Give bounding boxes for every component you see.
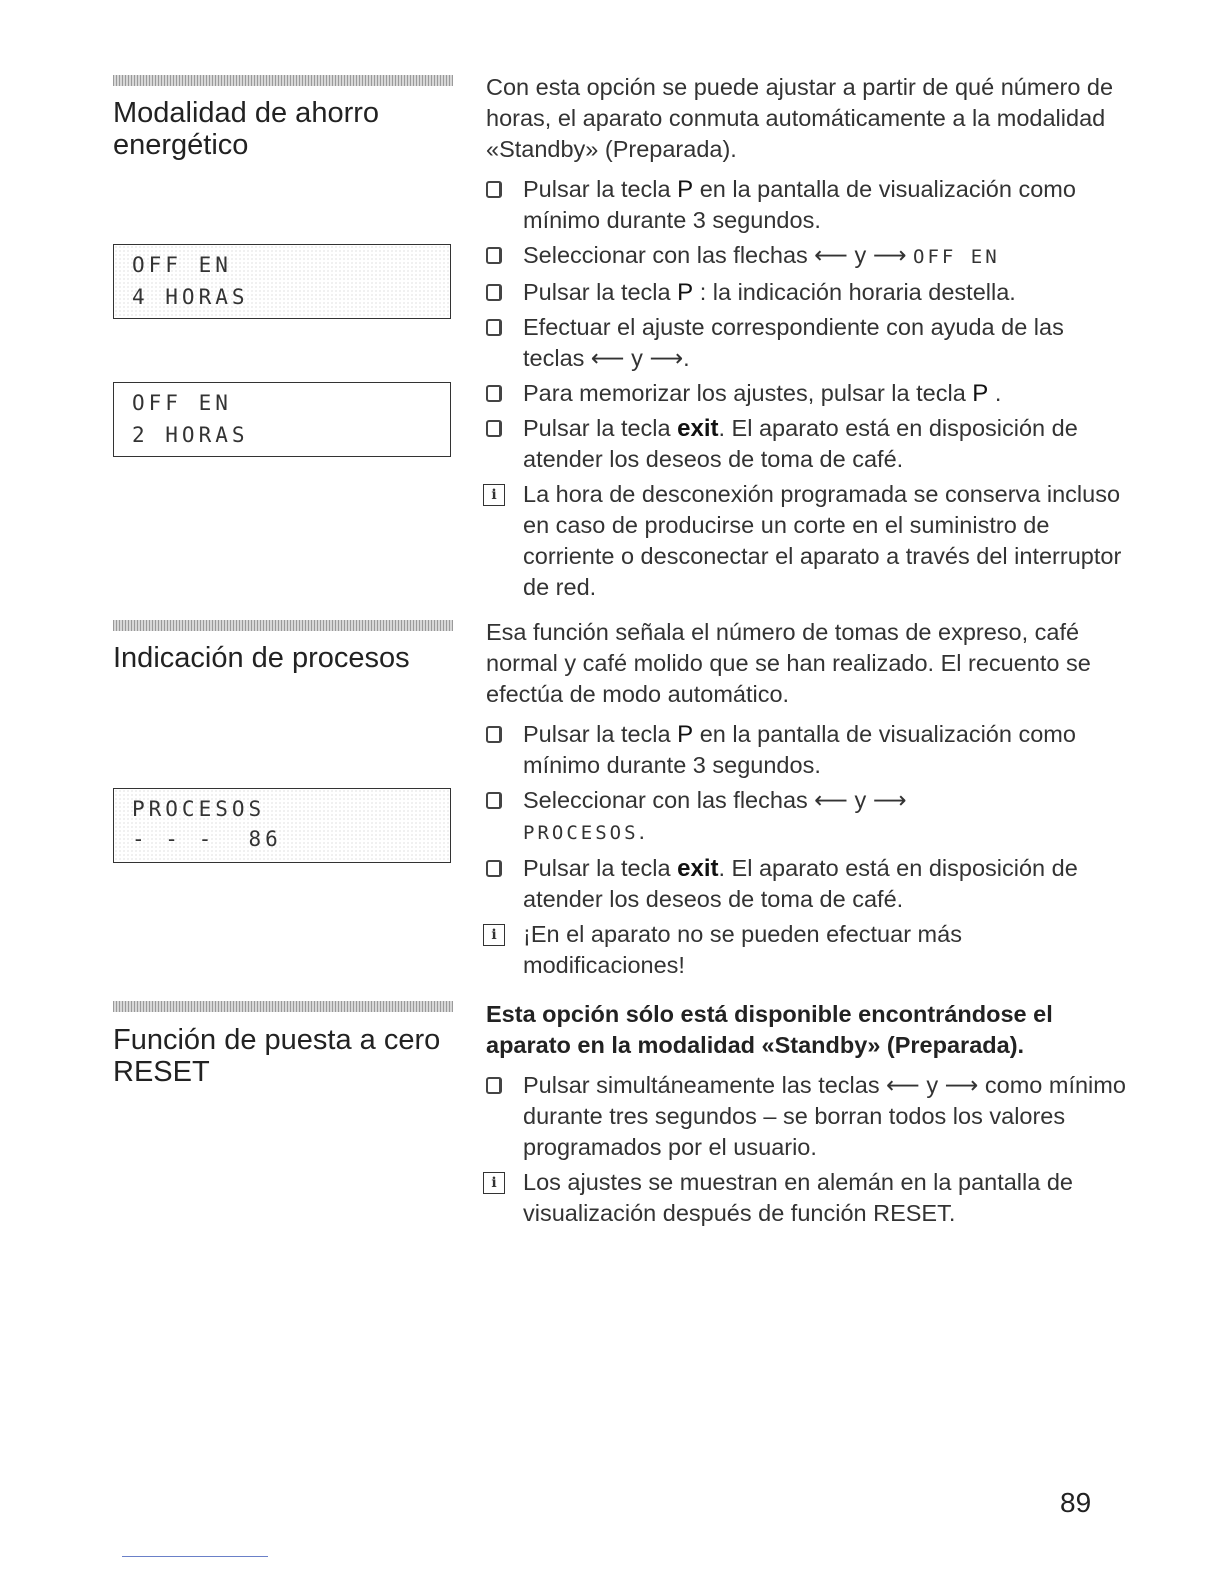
note-item — [486, 479, 1126, 603]
arrow-right-icon: ⟶ — [872, 787, 907, 813]
section-bar — [113, 75, 453, 86]
step-text: Pulsar la tecla — [523, 176, 671, 202]
section-bar — [113, 620, 453, 631]
section-body — [486, 999, 1126, 1233]
step-text: Pulsar la tecla — [523, 721, 671, 747]
arrow-left-icon: ⟵ — [814, 242, 848, 268]
key-label: P — [677, 721, 694, 748]
checkbox-icon — [486, 860, 502, 877]
step-text: en la pantalla de visualización como mínimo durante 3 segundos. — [523, 721, 1076, 778]
step-item — [486, 240, 1126, 273]
step-text: . — [683, 345, 690, 371]
step-text: como mínimo durante tres segundos – se borran todos los valores programados por el usuario. — [523, 1072, 1126, 1160]
section-body — [486, 617, 1126, 985]
arrow-right-icon: ⟶ — [944, 1072, 979, 1098]
info-icon: i — [483, 1172, 505, 1194]
step-item — [486, 174, 1126, 236]
section-bar — [113, 1001, 453, 1012]
step-text: Efectuar el ajuste correspondiente con ayuda de las teclas — [523, 314, 1064, 371]
checkbox-icon — [486, 420, 502, 437]
step-text: Pulsar simultáneamente las teclas — [523, 1072, 880, 1098]
key-label: P — [677, 176, 694, 203]
page-number: 89 — [1060, 1487, 1092, 1518]
note-item — [486, 1167, 1126, 1229]
section-title: Función de puesta a cero RESET — [113, 1024, 441, 1088]
key-label: P — [972, 380, 989, 407]
lcd-line: OFF EN — [132, 253, 232, 277]
step-item — [486, 719, 1126, 781]
step-text: en la pantalla de visualización como mínimo durante 3 segundos. — [523, 176, 1076, 233]
step-text: y — [926, 1072, 939, 1098]
intro-text: Con esta opción se puede ajustar a partir de qué número de horas, el aparato conmuta automáticamente a la modalidad «Standby» (Preparada). — [486, 74, 1114, 162]
intro-text: Esta opción sólo está disponible encontrándose el aparato en la modalidad «Standby» (Preparada). — [486, 1001, 1053, 1058]
checkbox-icon — [486, 1077, 502, 1094]
step-text: . — [638, 818, 646, 844]
key-label: exit — [677, 855, 719, 882]
key-label: exit — [677, 415, 719, 442]
step-item — [486, 785, 1126, 849]
lcd-line: 4 HORAS — [132, 285, 249, 309]
step-text: Pulsar la tecla — [523, 415, 671, 441]
checkbox-icon — [486, 726, 502, 743]
intro-text: Esa función señala el número de tomas de expreso, café normal y café molido que se han realizado. El recuento se efectúa de modo automático. — [486, 619, 1091, 707]
step-item — [486, 378, 1126, 409]
section-body — [486, 72, 1126, 607]
note-text: ¡En el aparato no se pueden efectuar más modificaciones! — [523, 921, 962, 978]
step-text: . — [994, 380, 1002, 406]
lcd-display — [113, 244, 451, 319]
step-text: Pulsar la tecla — [523, 855, 671, 881]
arrow-left-icon: ⟵ — [814, 787, 848, 813]
note-item — [486, 919, 1126, 981]
checkbox-icon — [486, 792, 502, 809]
step-text: . El aparato está en disposición de atender los deseos de toma de café. — [523, 855, 1078, 912]
lcd-line: 2 HORAS — [132, 423, 249, 447]
checkbox-icon — [486, 181, 502, 198]
step-item — [486, 277, 1126, 308]
checkbox-icon — [486, 247, 502, 264]
step-text: Seleccionar con las flechas — [523, 787, 808, 813]
display-text: PROCESOS — [523, 822, 639, 844]
lcd-display — [113, 382, 451, 457]
section-title: Modalidad de ahorro energético — [113, 97, 380, 161]
step-text: . El aparato está en disposición de atender los deseos de toma de café. — [523, 415, 1078, 472]
step-text: : la indicación horaria destella. — [699, 279, 1016, 305]
display-text: OFF EN — [913, 246, 1000, 268]
checkbox-icon — [486, 319, 502, 336]
lcd-line: PROCESOS — [132, 797, 266, 821]
arrow-right-icon: ⟶ — [872, 242, 907, 268]
step-item — [486, 1070, 1126, 1163]
step-item — [486, 312, 1126, 374]
checkbox-icon — [486, 385, 502, 402]
checkbox-icon — [486, 284, 502, 301]
step-text: Pulsar la tecla — [523, 279, 671, 305]
lcd-line: - - - 86 — [132, 827, 282, 851]
step-text: Seleccionar con las flechas — [523, 242, 808, 268]
note-text: La hora de desconexión programada se conserva incluso en caso de producirse un corte en el suministro de corriente o desconectar el aparato a través del interruptor de red. — [523, 481, 1122, 600]
lcd-line: OFF EN — [132, 391, 232, 415]
section-title: Indicación de procesos — [113, 642, 410, 674]
arrow-right-icon: ⟶ — [649, 345, 684, 371]
lcd-display — [113, 788, 451, 863]
step-item — [486, 853, 1126, 915]
footer-divider — [122, 1556, 268, 1557]
key-label: P — [677, 279, 694, 306]
arrow-left-icon: ⟵ — [886, 1072, 920, 1098]
step-text: y — [631, 345, 643, 371]
note-text: Los ajustes se muestran en alemán en la pantalla de visualización después de función RESET. — [523, 1169, 1073, 1226]
arrow-left-icon: ⟵ — [590, 345, 625, 371]
step-text: y — [854, 787, 867, 813]
step-text: y — [854, 242, 867, 268]
info-icon: i — [483, 484, 505, 506]
step-text: Para memorizar los ajustes, pulsar la tecla — [523, 380, 966, 406]
info-icon: i — [483, 924, 505, 946]
step-item — [486, 413, 1126, 475]
